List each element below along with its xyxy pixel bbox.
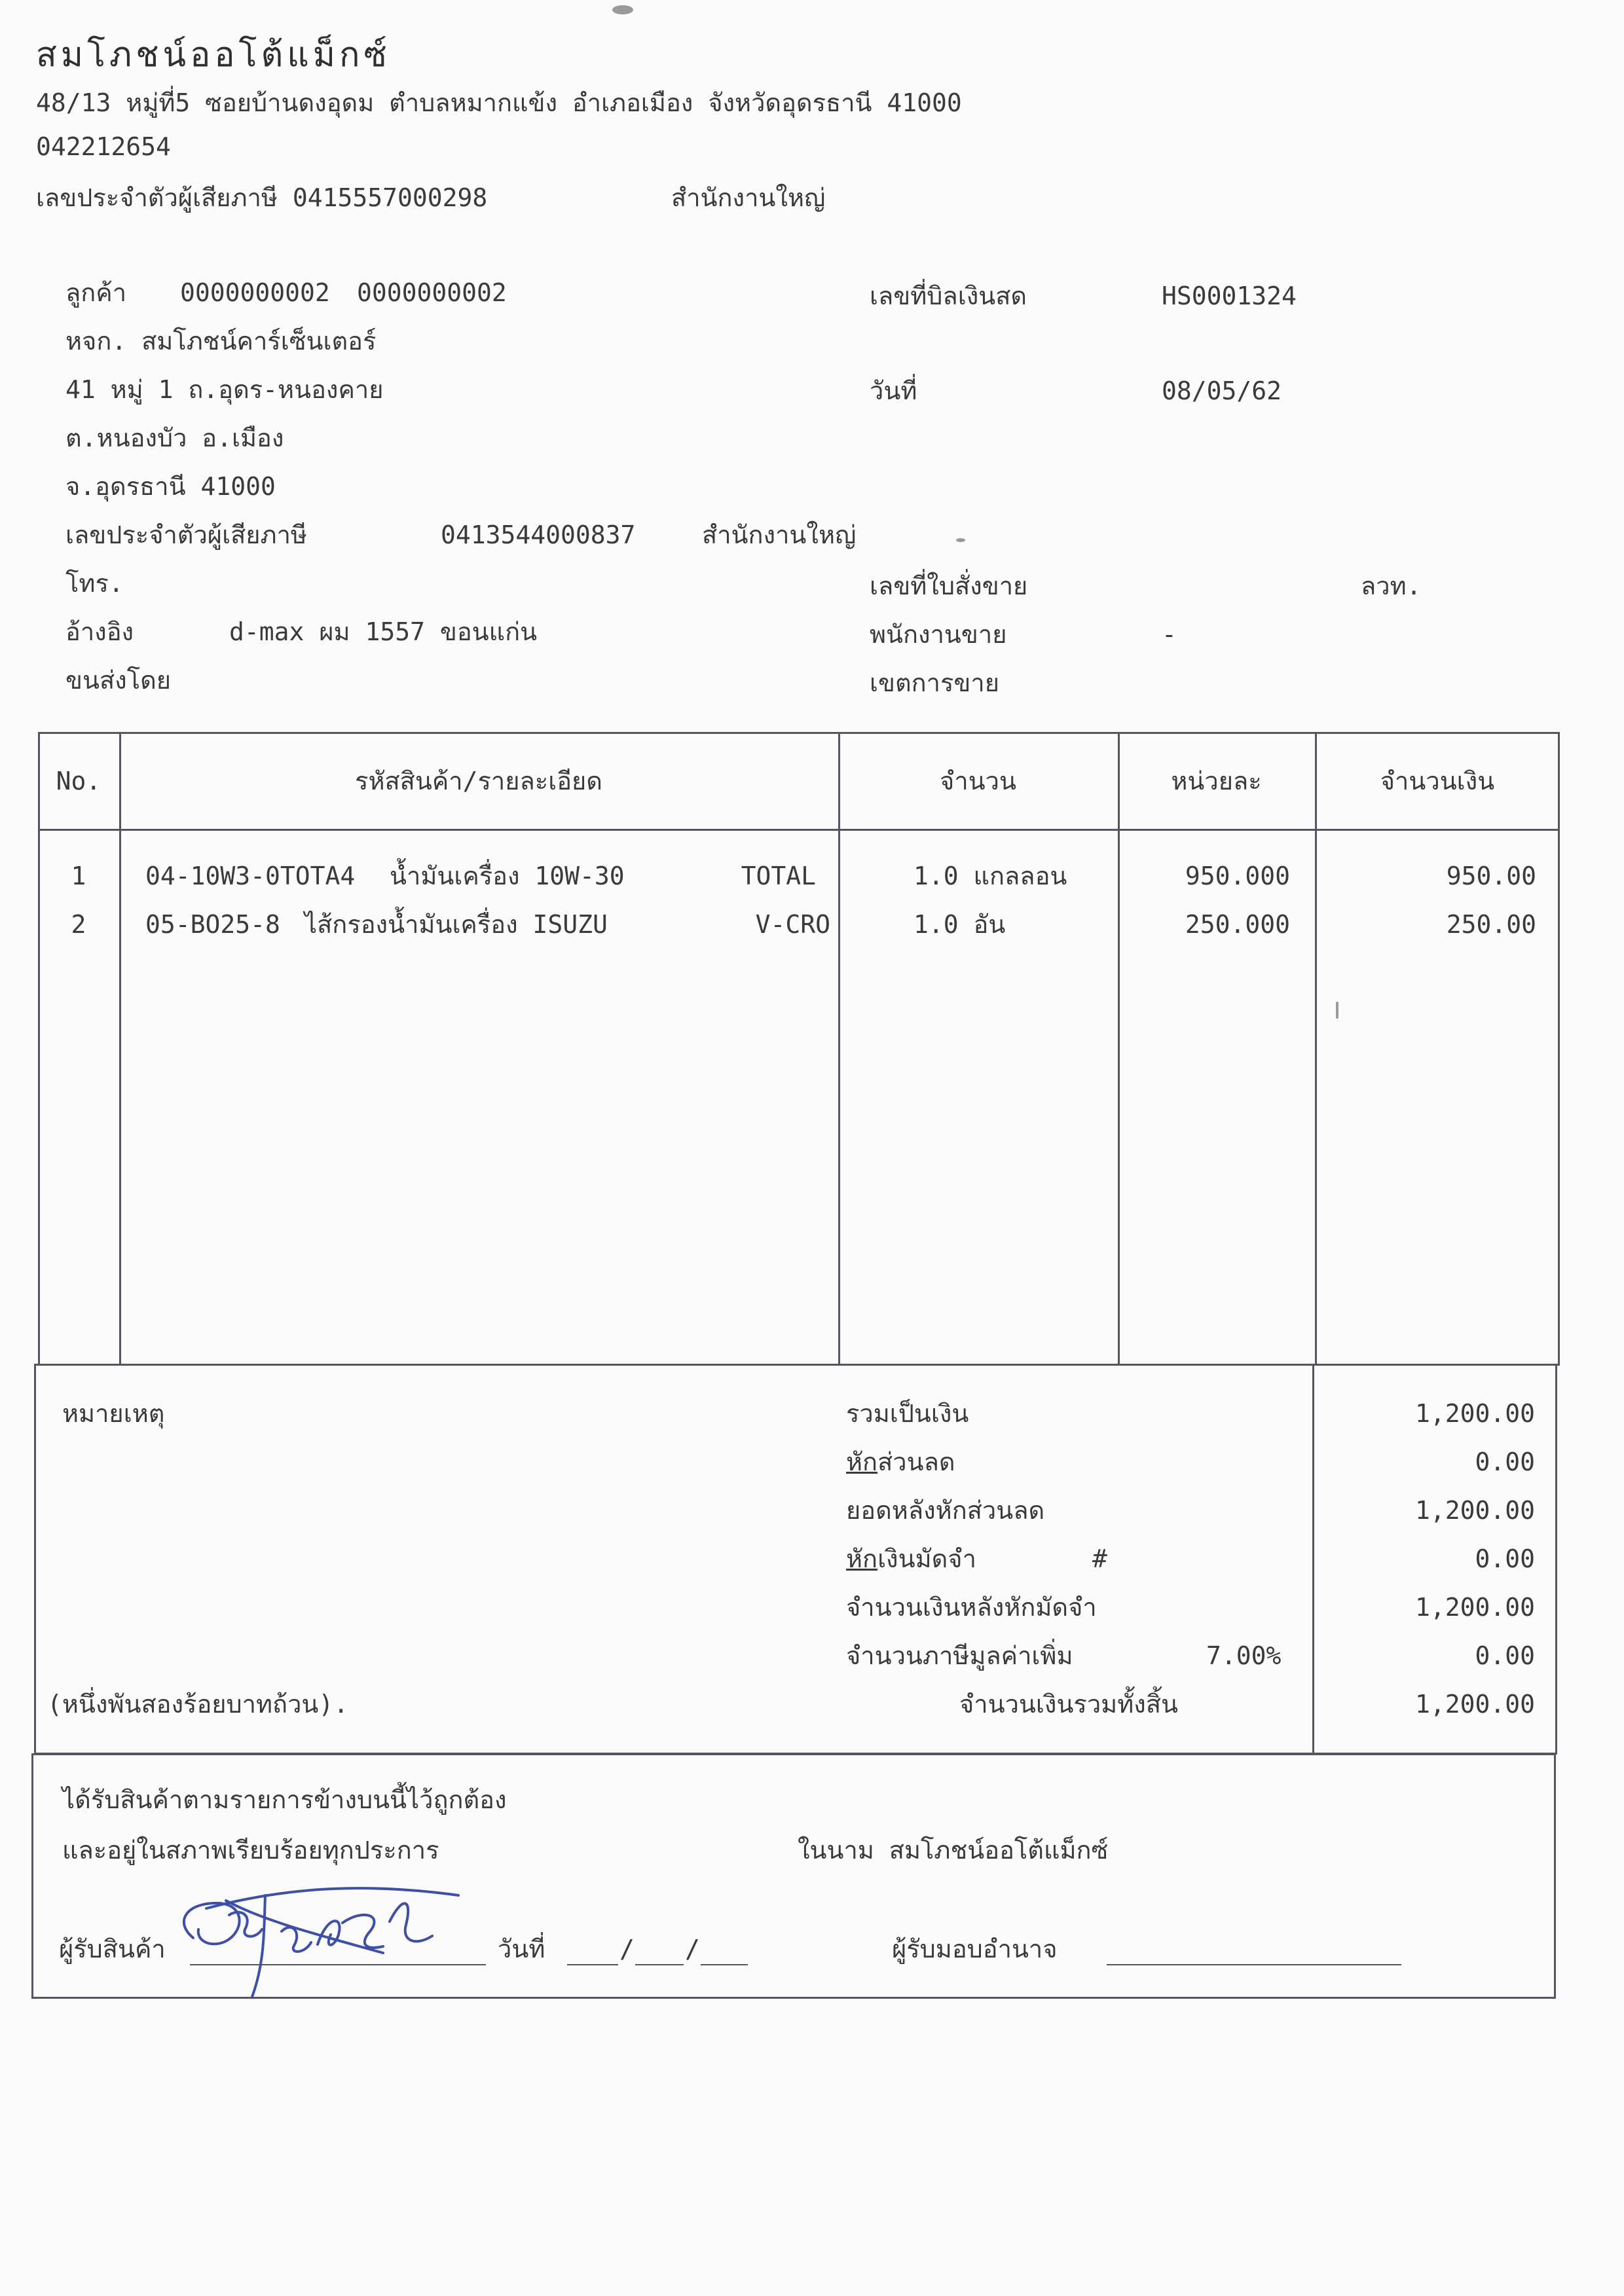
deposit-label-text: เงินมัดจำ xyxy=(877,1544,976,1573)
after-deposit-value: 1,200.00 xyxy=(1414,1593,1535,1622)
sales-order-label: เลขที่ใบสั่งขาย xyxy=(870,572,1028,600)
received-text-1: ได้รับสินค้าตามรายการข้างบนนี้ไว้ถูกต้อง xyxy=(62,1785,507,1814)
row-1-brand: TOTAL xyxy=(741,862,816,890)
salesperson-label: พนักงานขาย xyxy=(870,620,1007,649)
receive-date-label: วันที่ xyxy=(498,1935,545,1963)
discount-label xyxy=(846,1449,955,1474)
customer-address-3: จ.อุดรธานี 41000 xyxy=(65,472,276,501)
row-2-brand: V-CRO xyxy=(755,910,830,939)
row-2-no: 2 xyxy=(71,910,86,939)
vat-label: จำนวนภาษีมูลค่าเพิ่ม xyxy=(846,1641,1073,1670)
remark-label: หมายเหตุ xyxy=(62,1399,165,1428)
customer-tax-label: เลขประจำตัวผู้เสียภาษี xyxy=(65,520,307,549)
subtotal-value: 1,200.00 xyxy=(1414,1399,1535,1428)
row-2-code: 05-BO25-8 xyxy=(145,910,280,939)
reference-label: อ้างอิง xyxy=(65,617,134,646)
bill-number-label: เลขที่บิลเงินสด xyxy=(870,282,1027,310)
row-1-amount: 950.00 xyxy=(1446,862,1536,890)
bill-number: HS0001324 xyxy=(1162,282,1297,310)
grand-total-label: จำนวนเงินรวมทั้งสิ้น xyxy=(959,1690,1178,1719)
date-day-line xyxy=(567,1964,618,1965)
after-discount-label: ยอดหลังหักส่วนลด xyxy=(846,1496,1045,1525)
items-table xyxy=(38,732,1560,1366)
customer-address-2: ต.หนองบัว อ.เมือง xyxy=(65,424,284,452)
header-quantity: จำนวน xyxy=(940,767,1016,795)
header-description: รหัสสินค้า/รายละเอียด xyxy=(355,767,602,795)
scan-speck xyxy=(956,538,965,542)
bill-date: 08/05/62 xyxy=(1162,376,1282,405)
authorized-label: ผู้รับมอบอำนาจ xyxy=(892,1935,1058,1963)
company-phone: 042212654 xyxy=(36,132,171,161)
sales-order-value: ลวท. xyxy=(1361,572,1422,600)
on-behalf-text: ในนาม สมโภชน์ออโต้แม็กซ์ xyxy=(798,1836,1109,1865)
reference-value: d-max ผม 1557 ขอนแก่น xyxy=(229,617,538,646)
customer-label: ลูกค้า xyxy=(65,278,127,307)
row-1-code: 04-10W3-0TOTA4 xyxy=(145,862,356,890)
sales-area-label: เขตการขาย xyxy=(870,668,999,697)
customer-phone-label: โทร. xyxy=(65,569,124,598)
subtotal-label: รวมเป็นเงิน xyxy=(846,1399,969,1428)
bill-date-label: วันที่ xyxy=(870,376,917,405)
row-2-amount: 250.00 xyxy=(1446,910,1536,939)
discount-value: 0.00 xyxy=(1475,1448,1535,1476)
shipping-label: ขนส่งโดย xyxy=(65,666,172,695)
vat-rate: 7.00% xyxy=(1206,1641,1282,1670)
deposit-value: 0.00 xyxy=(1475,1544,1535,1573)
date-year-line xyxy=(701,1964,748,1965)
scan-speck xyxy=(612,5,633,14)
table-header-divider xyxy=(38,829,1560,831)
date-separator: / xyxy=(619,1935,635,1963)
row-2-unit-price: 250.000 xyxy=(1185,910,1290,939)
vat-value: 0.00 xyxy=(1475,1641,1535,1670)
discount-label-prefix: หัก xyxy=(846,1448,878,1476)
company-name: สมโภชน์ออโต้แม็กซ์ xyxy=(36,35,391,75)
header-amount: จำนวนเงิน xyxy=(1380,767,1495,795)
header-unit-price: หน่วยละ xyxy=(1171,767,1262,795)
authorized-signature-line xyxy=(1107,1964,1401,1965)
row-1-unit-price: 950.000 xyxy=(1185,862,1290,890)
customer-code-1: 0000000002 xyxy=(180,278,330,307)
scan-speck xyxy=(1336,1002,1338,1019)
company-tax-id: เลขประจำตัวผู้เสียภาษี 0415557000298 xyxy=(36,183,488,212)
customer-code-2: 0000000002 xyxy=(357,278,507,307)
deposit-label xyxy=(846,1546,976,1571)
date-separator: / xyxy=(685,1935,700,1963)
receiver-label: ผู้รับสินค้า xyxy=(59,1935,166,1963)
deposit-label-prefix: หัก xyxy=(846,1544,878,1573)
received-text-2: และอยู่ในสภาพเรียบร้อยทุกประการ xyxy=(62,1836,439,1865)
column-divider xyxy=(1315,732,1317,1366)
totals-divider xyxy=(1312,1364,1314,1755)
deposit-hash: # xyxy=(1092,1544,1107,1573)
after-discount-value: 1,200.00 xyxy=(1414,1496,1535,1525)
row-2-quantity: 1.0 อัน xyxy=(913,910,1006,939)
company-address: 48/13 หมู่ที่5 ซอยบ้านดงอุดม ตำบลหมากแข้ง อำเภอเมือง จังหวัดอุดรธานี 41000 xyxy=(36,88,962,117)
grand-total-value: 1,200.00 xyxy=(1414,1690,1535,1719)
salesperson-value: - xyxy=(1162,620,1177,649)
amount-in-words: (หนึ่งพันสองร้อยบาทถ้วน). xyxy=(47,1690,349,1719)
handwritten-signature xyxy=(167,1869,507,2007)
date-month-line xyxy=(635,1964,684,1965)
customer-name: หจก. สมโภชน์คาร์เซ็นเตอร์ xyxy=(65,327,377,355)
customer-branch: สำนักงานใหญ่ xyxy=(702,520,857,549)
customer-tax-id: 0413544000837 xyxy=(441,520,636,549)
header-no: No. xyxy=(56,767,101,795)
discount-label-text: ส่วนลด xyxy=(877,1448,955,1476)
company-branch: สำนักงานใหญ่ xyxy=(671,183,826,212)
row-1-description: น้ำมันเครื่อง 10W-30 xyxy=(390,862,625,890)
column-divider xyxy=(838,732,840,1366)
row-1-quantity: 1.0 แกลลอน xyxy=(913,862,1067,890)
row-1-no: 1 xyxy=(71,862,86,890)
row-2-description: ไส้กรองน้ำมันเครื่อง ISUZU xyxy=(304,910,608,939)
after-deposit-label: จำนวนเงินหลังหักมัดจำ xyxy=(846,1593,1097,1622)
customer-address-1: 41 หมู่ 1 ถ.อุดร-หนองคาย xyxy=(65,375,384,404)
column-divider xyxy=(1118,732,1120,1366)
column-divider xyxy=(119,732,121,1366)
